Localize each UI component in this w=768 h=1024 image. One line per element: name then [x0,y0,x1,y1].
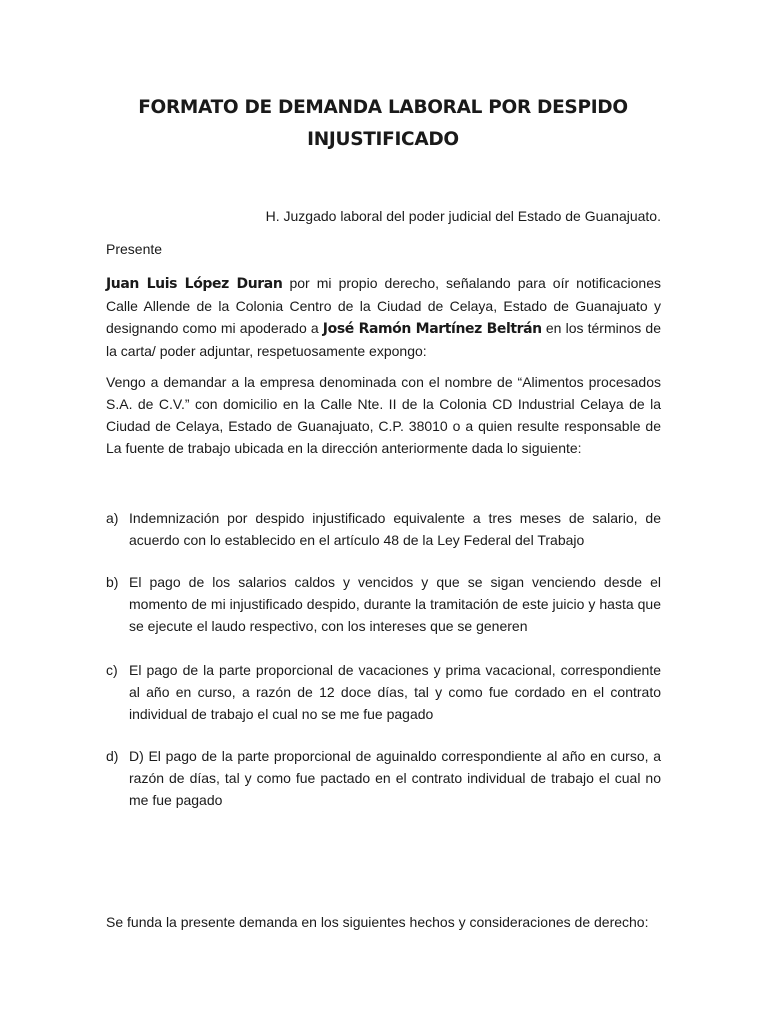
title-line-1: FORMATO DE DEMANDA LABORAL POR DESPIDO [138,97,628,118]
list-item [106,659,661,725]
list-item-text: El pago de la parte proporcional de vacaciones y prima vacacional, correspondiente al año en curso, a razón de 12 doce días, tal y como fue cordado en el contrato individual de trabajo el cual no se me fue pagado [129,662,661,722]
list-item [106,571,661,637]
list-item-marker: a) [106,510,119,526]
list-item-marker: b) [106,574,119,590]
title-line-2: INJUSTIFICADO [307,129,459,150]
claim-paragraph: Vengo a demandar a la empresa denominada con el nombre de “Alimentos procesados S.A. de C.V.” con domicilio en la Calle Nte. II de la Colonia CD Industrial Celaya de la Ciudad de Celaya, Estado de Guanajuato, C.P. 38010 o a quien resulte responsable de La fuente de trabajo ubicada en la dirección anteriormente dada lo siguiente: [106,374,661,456]
document-title [100,92,666,156]
plaintiff-name: Juan Luis López Duran [106,276,283,292]
intro-paragraph [106,272,661,362]
list-item [106,745,661,811]
closing-line: Se funda la presente demanda en los siguientes hechos y consideraciones de derecho: [106,914,649,930]
greeting: Presente [106,241,163,257]
list-item-text: El pago de los salarios caldos y vencidos y que se sigan venciendo desde el momento de mi injustificado despido, durante la tramitación de este juicio y hasta que se ejecute el laudo respectivo, con los intereses que se generen [129,574,661,634]
intro-text-2: en los términos de la carta/ poder adjuntar, respetuosamente expongo: [106,320,661,359]
addressee-line: H. Juzgado laboral del poder judicial del Estado de Guanajuato. [265,208,661,224]
attorney-name: José Ramón Martínez Beltrán [322,321,542,337]
list-item-marker: d) [106,748,119,764]
list-item-text: Indemnización por despido injustificado equivalente a tres meses de salario, de acuerdo con lo establecido en el artículo 48 de la Ley Federal del Trabajo [129,510,661,548]
list-item-marker: c) [106,662,118,678]
list-item [106,507,661,551]
intro-text-1: por mi propio derecho, señalando para oír notificaciones Calle Allende de la Colonia Centro de la Ciudad de Celaya, Estado de Guanajuato y designando como mi apoderado a [106,275,661,336]
list-item-text: D) El pago de la parte proporcional de aguinaldo correspondiente al año en curso, a razón de días, tal y como fue pactado en el contrato individual de trabajo el cual no me fue pagado [129,748,661,808]
